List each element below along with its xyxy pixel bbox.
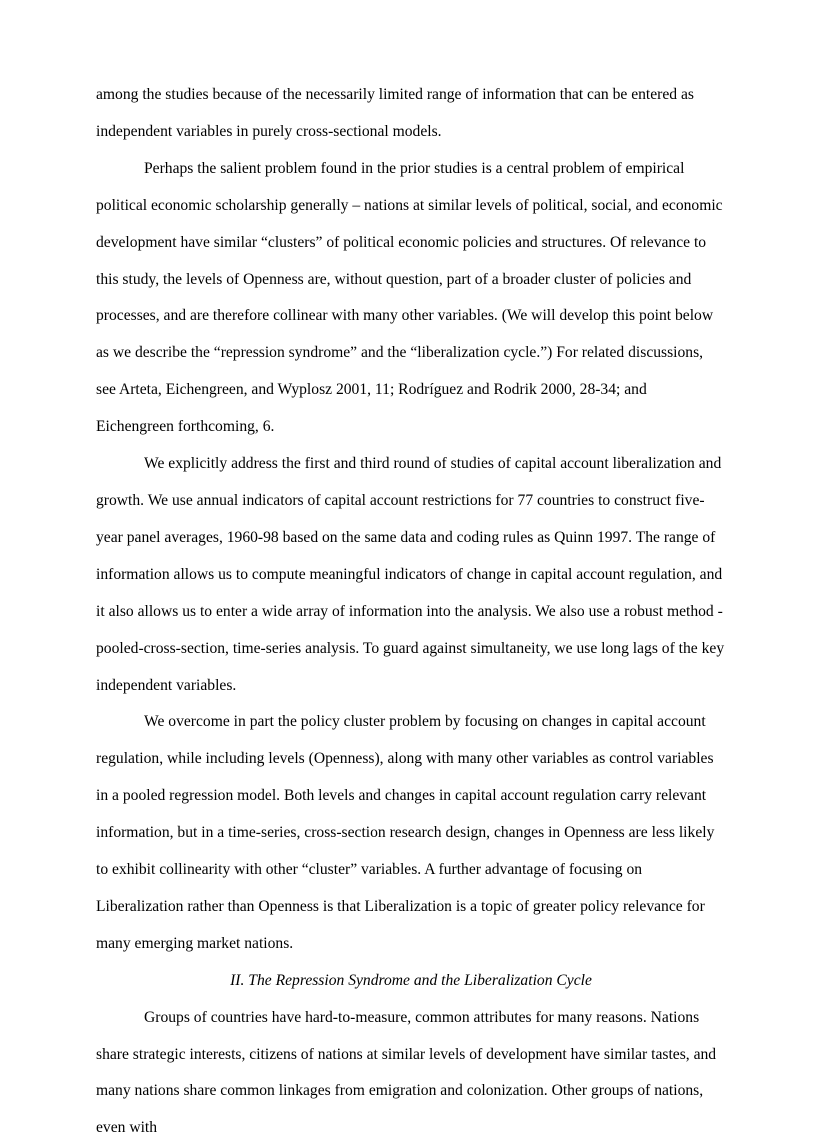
document-page [96, 77, 726, 1147]
section-heading: II. The Repression Syndrome and the Liberalization Cycle [230, 971, 592, 989]
paragraph-research-approach: We explicitly address the first and third round of studies of capital account liberalization and growth. We use annual indicators of capital account restrictions for 77 countries to construct five-year panel averages, 1960-98 based on the same data and coding rules as Quinn 1997. The range of information allows us to compute meaningful indicators of change in capital account regulation, and it also allows us to enter a wide array of information into the analysis. We also use a robust method - pooled-cross-section, time-series analysis. To guard against simultaneity, we use long lags of the key independent variables. [96, 455, 725, 694]
paragraph-country-groups: Groups of countries have hard-to-measure, common attributes for many reasons. Nations share strategic interests, citizens of nations at similar levels of development have similar tastes, and many nations share common linkages from emigration and colonization. Other groups of nations, even with [96, 1008, 717, 1137]
paragraph-continuation: among the studies because of the necessarily limited range of information that can be entered as independent variables in purely cross-sectional models. [96, 86, 694, 140]
paragraph-liberalization-focus: We overcome in part the policy cluster problem by focusing on changes in capital account regulation, while including levels (Openness), along with many other variables as control variables in a pooled regression model. Both levels and changes in capital account regulation carry relevant information, but in a time-series, cross-section research design, changes in Openness are less likely to exhibit collinearity with other “cluster” variables. A further advantage of focusing on Liberalization rather than Openness is that Liberalization is a topic of greater policy relevance for many emerging market nations. [96, 713, 715, 952]
paragraph-policy-clusters: Perhaps the salient problem found in the prior studies is a central problem of empirical political economic scholarship generally – nations at similar levels of political, social, and economic development have similar “clusters” of political economic policies and structures. Of relevance to this study, the levels of Openness are, without question, part of a broader cluster of policies and processes, and are therefore collinear with many other variables. (We will develop this point below as we describe the “repression syndrome” and the “liberalization cycle.”) For related discussions, see Arteta, Eichengreen, and Wyplosz 2001, 11; Rodríguez and Rodrik 2000, 28-34; and Eichengreen forthcoming, 6. [96, 159, 723, 436]
